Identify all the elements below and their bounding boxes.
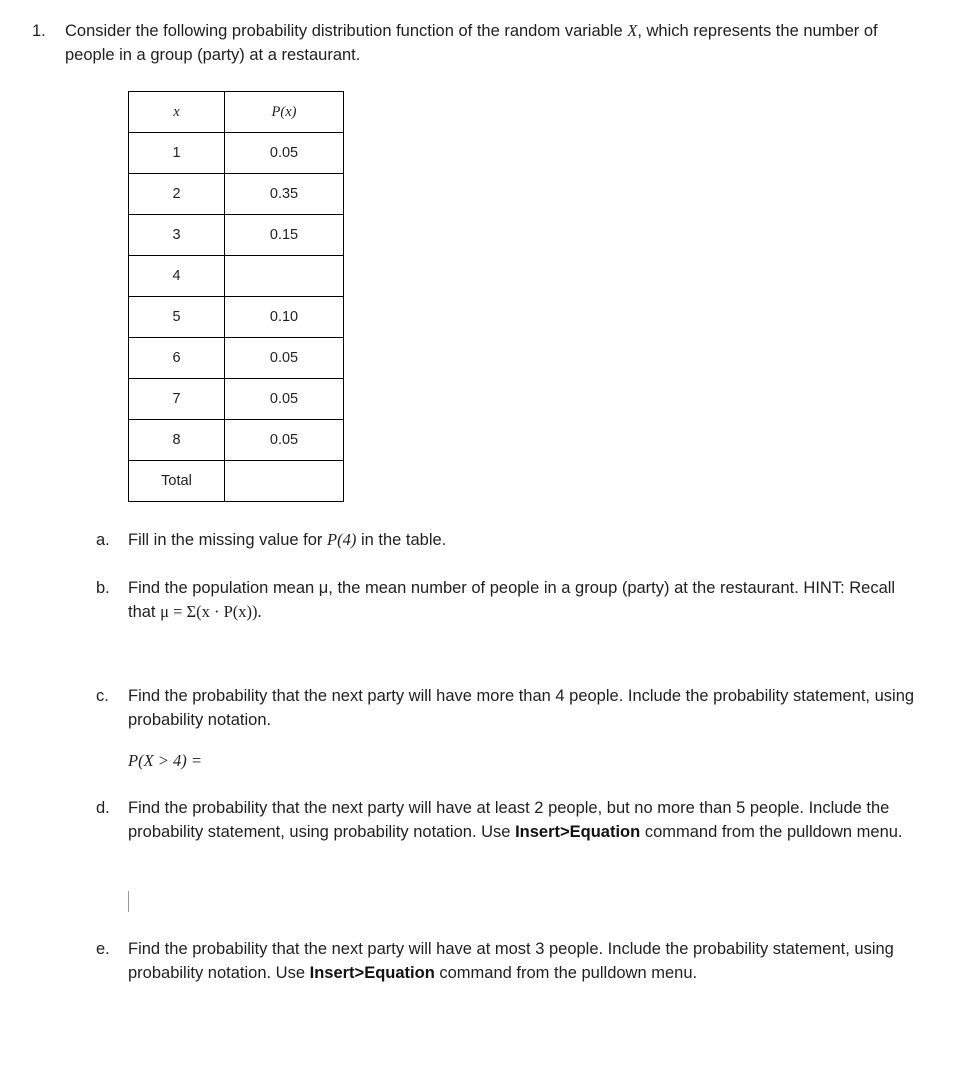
cell-px: 0.15 <box>225 215 344 256</box>
question-number: 1. <box>32 22 46 40</box>
header-x: x <box>129 92 225 133</box>
part-a-label: a. <box>96 531 110 549</box>
part-a-text: Fill in the missing value for P(4) in the table. <box>128 530 447 549</box>
cell-x: 2 <box>129 174 225 215</box>
cell-x: 3 <box>129 215 225 256</box>
table-row <box>129 338 344 379</box>
mean-formula: μ = Σ(x · P(x)). <box>160 602 262 621</box>
cell-px: 0.35 <box>225 174 344 215</box>
table-row <box>129 420 344 461</box>
cell-x: 5 <box>129 297 225 338</box>
table-header-row <box>129 92 344 133</box>
header-px: P(x) <box>225 92 344 133</box>
part-e-label: e. <box>96 940 110 958</box>
text-cursor[interactable] <box>128 891 129 912</box>
table-total-row <box>129 461 344 502</box>
cell-px-missing[interactable] <box>225 256 344 297</box>
cell-x: 6 <box>129 338 225 379</box>
part-c-text: Find the probability that the next party will have more than 4 people. Include the probability statement, using probability notation. <box>128 687 915 729</box>
cell-x: 1 <box>129 133 225 174</box>
table-row <box>129 379 344 420</box>
part-e-text: Find the probability that the next party will have at most 3 people. Include the probability statement, using probability notation. Use Insert>Equation command from the pulldown menu. <box>128 940 894 982</box>
table-row <box>129 256 344 297</box>
question-text: Consider the following probability distribution function of the random variable X, which represents the number of people in a group (party) at a restaurant. <box>65 21 878 64</box>
cell-x: 7 <box>129 379 225 420</box>
part-c-formula[interactable]: P(X > 4) = <box>128 751 203 770</box>
cell-total-label: Total <box>129 461 225 502</box>
part-b-label: b. <box>96 579 110 597</box>
cell-total-value[interactable] <box>225 461 344 502</box>
cell-px: 0.10 <box>225 297 344 338</box>
part-d-label: d. <box>96 799 110 817</box>
part-d-text: Find the probability that the next party will have at least 2 people, but no more than 5 people. Include the probability statement, using probability notation. Use Insert>Equation command from the pulldown menu. <box>128 799 903 841</box>
probability-table <box>128 91 344 502</box>
table-row <box>129 215 344 256</box>
table-row <box>129 133 344 174</box>
cell-px: 0.05 <box>225 379 344 420</box>
cell-px: 0.05 <box>225 338 344 379</box>
table-row <box>129 297 344 338</box>
cell-x: 4 <box>129 256 225 297</box>
table-row <box>129 174 344 215</box>
cell-px: 0.05 <box>225 133 344 174</box>
part-c-label: c. <box>96 687 109 705</box>
part-b-text: Find the population mean μ, the mean number of people in a group (party) at the restaurant. HINT: Recall that μ = Σ(x · P(x)). <box>128 579 896 621</box>
cell-x: 8 <box>129 420 225 461</box>
cell-px: 0.05 <box>225 420 344 461</box>
